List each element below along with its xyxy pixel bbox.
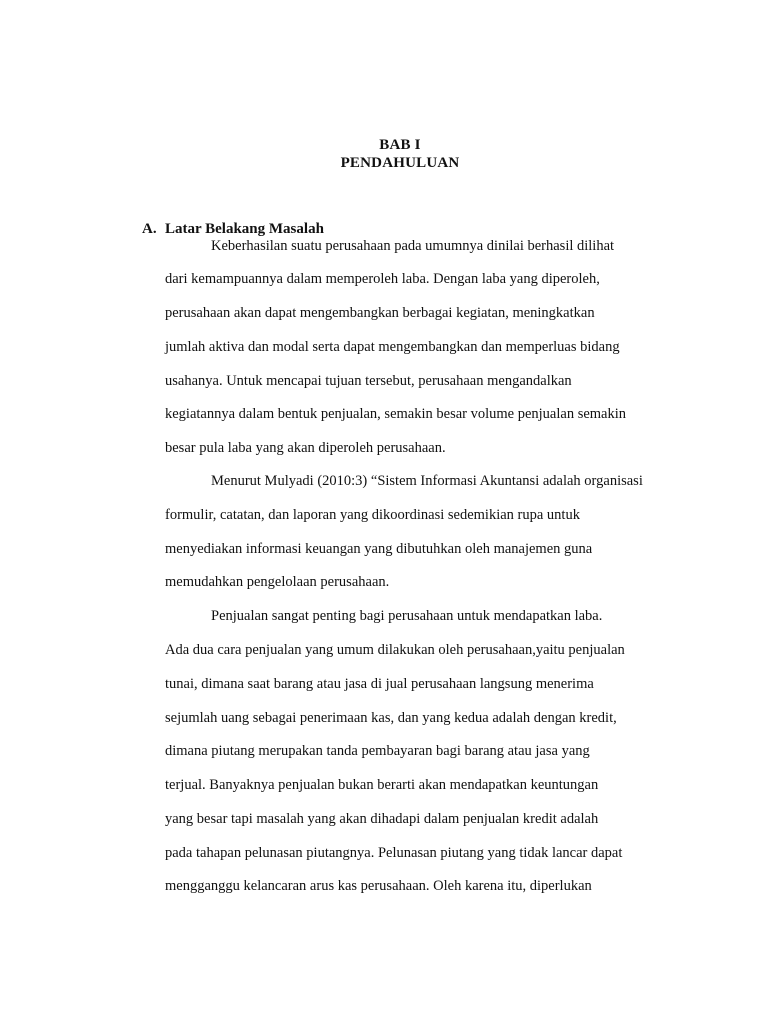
paragraph-line: Menurut Mulyadi (2010:3) “Sistem Informasi Akuntansi adalah organisasi bbox=[211, 473, 643, 489]
paragraph-line: sejumlah uang sebagai penerimaan kas, dan yang kedua adalah dengan kredit, bbox=[165, 710, 617, 726]
paragraph-line: formulir, catatan, dan laporan yang dikoordinasi sedemikian rupa untuk bbox=[165, 507, 580, 523]
paragraph-line: Keberhasilan suatu perusahaan pada umumnya dinilai berhasil dilihat bbox=[211, 238, 615, 254]
paragraph-line: perusahaan akan dapat mengembangkan berbagai kegiatan, meningkatkan bbox=[165, 305, 595, 321]
paragraph-line: Penjualan sangat penting bagi perusahaan untuk mendapatkan laba. bbox=[211, 608, 603, 624]
paragraph-line: yang besar tapi masalah yang akan dihadapi dalam penjualan kredit adalah bbox=[165, 811, 599, 827]
section-heading bbox=[142, 221, 324, 238]
paragraph-line: jumlah aktiva dan modal serta dapat mengembangkan dan memperluas bidang bbox=[165, 339, 620, 355]
paragraph-line: pada tahapan pelunasan piutangnya. Pelunasan piutang yang tidak lancar dapat bbox=[165, 845, 623, 861]
paragraph-line: mengganggu kelancaran arus kas perusahaan. Oleh karena itu, diperlukan bbox=[165, 878, 592, 894]
paragraph-line: kegiatannya dalam bentuk penjualan, semakin besar volume penjualan semakin bbox=[165, 406, 627, 422]
paragraph-line: usahanya. Untuk mencapai tujuan tersebut, perusahaan mengandalkan bbox=[165, 373, 572, 389]
paragraph-line: Ada dua cara penjualan yang umum dilakukan oleh perusahaan,yaitu penjualan bbox=[165, 642, 625, 658]
paragraph-line: dari kemampuannya dalam memperoleh laba. Dengan laba yang diperoleh, bbox=[165, 271, 600, 287]
paragraph-line: memudahkan pengelolaan perusahaan. bbox=[165, 574, 390, 590]
paragraph-line: menyediakan informasi keuangan yang dibutuhkan oleh manajemen guna bbox=[165, 541, 593, 557]
paragraph-line: terjual. Banyaknya penjualan bukan berarti akan mendapatkan keuntungan bbox=[165, 777, 599, 793]
chapter-number: BAB I bbox=[379, 137, 421, 153]
paragraph-line: dimana piutang merupakan tanda pembayaran bagi barang atau jasa yang bbox=[165, 743, 590, 759]
paragraph-line: tunai, dimana saat barang atau jasa di jual perusahaan langsung menerima bbox=[165, 676, 594, 692]
chapter-title: PENDAHULUAN bbox=[340, 155, 460, 171]
paragraph-line: besar pula laba yang akan diperoleh perusahaan. bbox=[165, 440, 446, 456]
section-title: Latar Belakang Masalah bbox=[165, 221, 324, 237]
section-letter: A. bbox=[142, 221, 157, 237]
